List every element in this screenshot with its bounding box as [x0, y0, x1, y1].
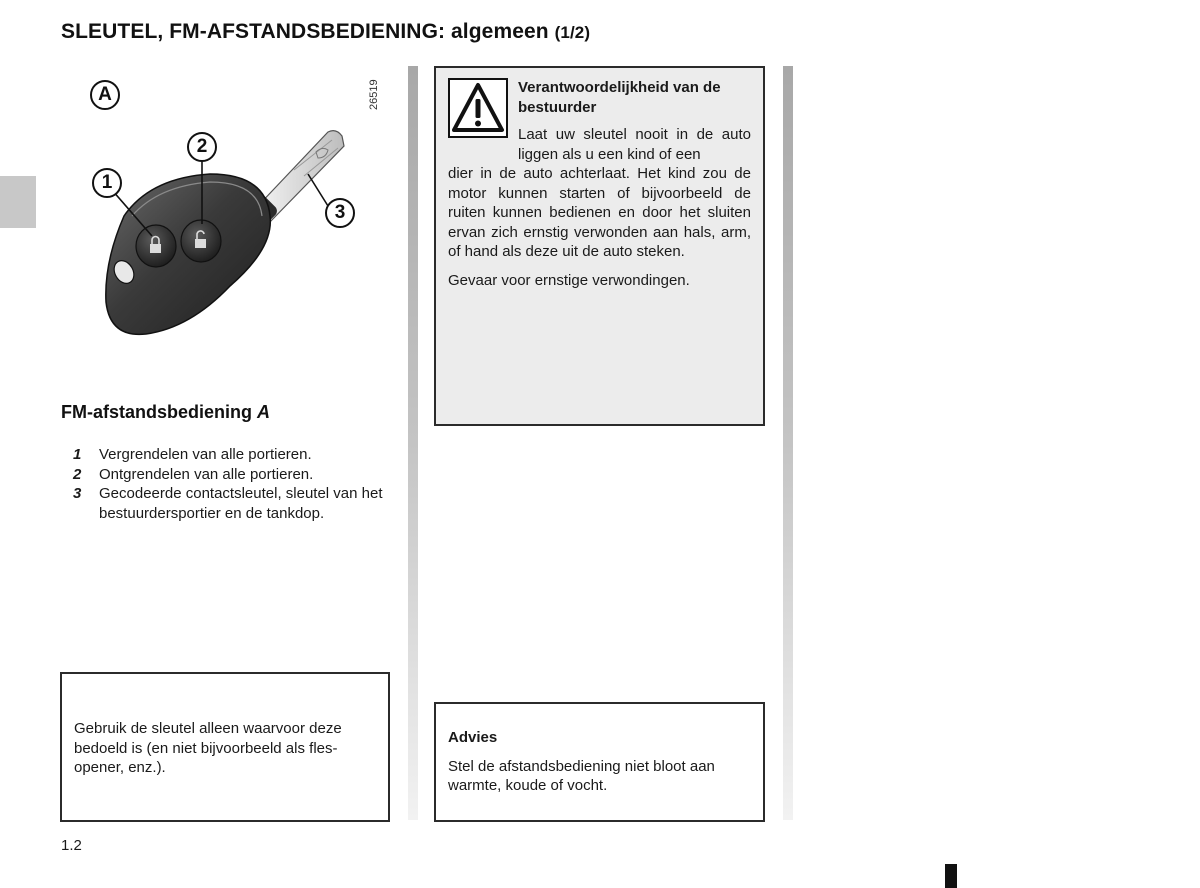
chapter-tab — [0, 176, 36, 228]
warning-extra: Gevaar voor ernstige verwondingen. — [448, 271, 690, 289]
legend-text: Ontgrendelen van alle portieren. — [99, 465, 314, 483]
legend-item — [73, 465, 403, 485]
callout-2: 2 — [187, 132, 217, 162]
callout-1: 1 — [92, 168, 122, 198]
usage-note-text: Gebruik de sleutel alleen waarvoor deze bedoeld is (en niet bijvoorbeeld als fles-opener, enz.). — [74, 720, 342, 776]
page-title-text: SLEUTEL, FM-AFSTANDSBEDIENING: algemeen — [61, 20, 549, 43]
column-divider-left — [408, 66, 418, 820]
advice-text: Stel de afstandsbediening niet bloot aan warmte, koude of vocht. — [448, 757, 715, 794]
column-divider-right — [783, 66, 793, 820]
legend-number: 2 — [73, 465, 82, 483]
warning-triangle-icon — [448, 78, 508, 138]
page-number: 1.2 — [61, 837, 82, 854]
section-heading-text: FM-afstandsbediening — [61, 402, 253, 422]
legend-list — [73, 445, 403, 523]
figure-label-a: A — [90, 80, 120, 110]
advice-title: Advies — [448, 729, 498, 746]
legend-item — [73, 484, 403, 523]
page-title — [61, 20, 590, 44]
section-heading — [61, 402, 270, 423]
lock-button — [136, 225, 176, 267]
legend-item — [73, 445, 403, 465]
legend-number: 1 — [73, 446, 82, 463]
figure-code: 26519 — [368, 79, 380, 110]
leader-line-3 — [308, 174, 328, 206]
page-title-suffix: (1/2) — [554, 23, 591, 42]
warning-body: dier in de auto achterlaat. Het kind zou de motor kunnen starten of bijvoorbeeld de ruiten kunnen bedienen en door het sluiten ervan zich ernstig verwonden aan hals, arm, of hand als deze uit de auto steken. — [448, 165, 751, 260]
usage-note-box — [60, 672, 390, 822]
legend-text: Gecodeerde contactsleutel, sleutel van het bestuurdersportier en de tankdop. — [99, 485, 383, 522]
unlock-button — [181, 220, 221, 262]
advice-box — [434, 702, 765, 822]
legend-text: Vergrendelen van alle portieren. — [99, 446, 312, 463]
warning-box — [434, 66, 765, 426]
corner-mark — [945, 864, 957, 888]
legend-number: 3 — [73, 485, 82, 502]
callout-3: 3 — [325, 198, 355, 228]
warning-intro: Laat uw sleutel nooit in de auto liggen als u een kind of een — [518, 126, 751, 163]
warning-title: Verantwoordelijkheid van de bestuurder — [518, 79, 721, 116]
section-heading-ref: A — [257, 402, 271, 422]
